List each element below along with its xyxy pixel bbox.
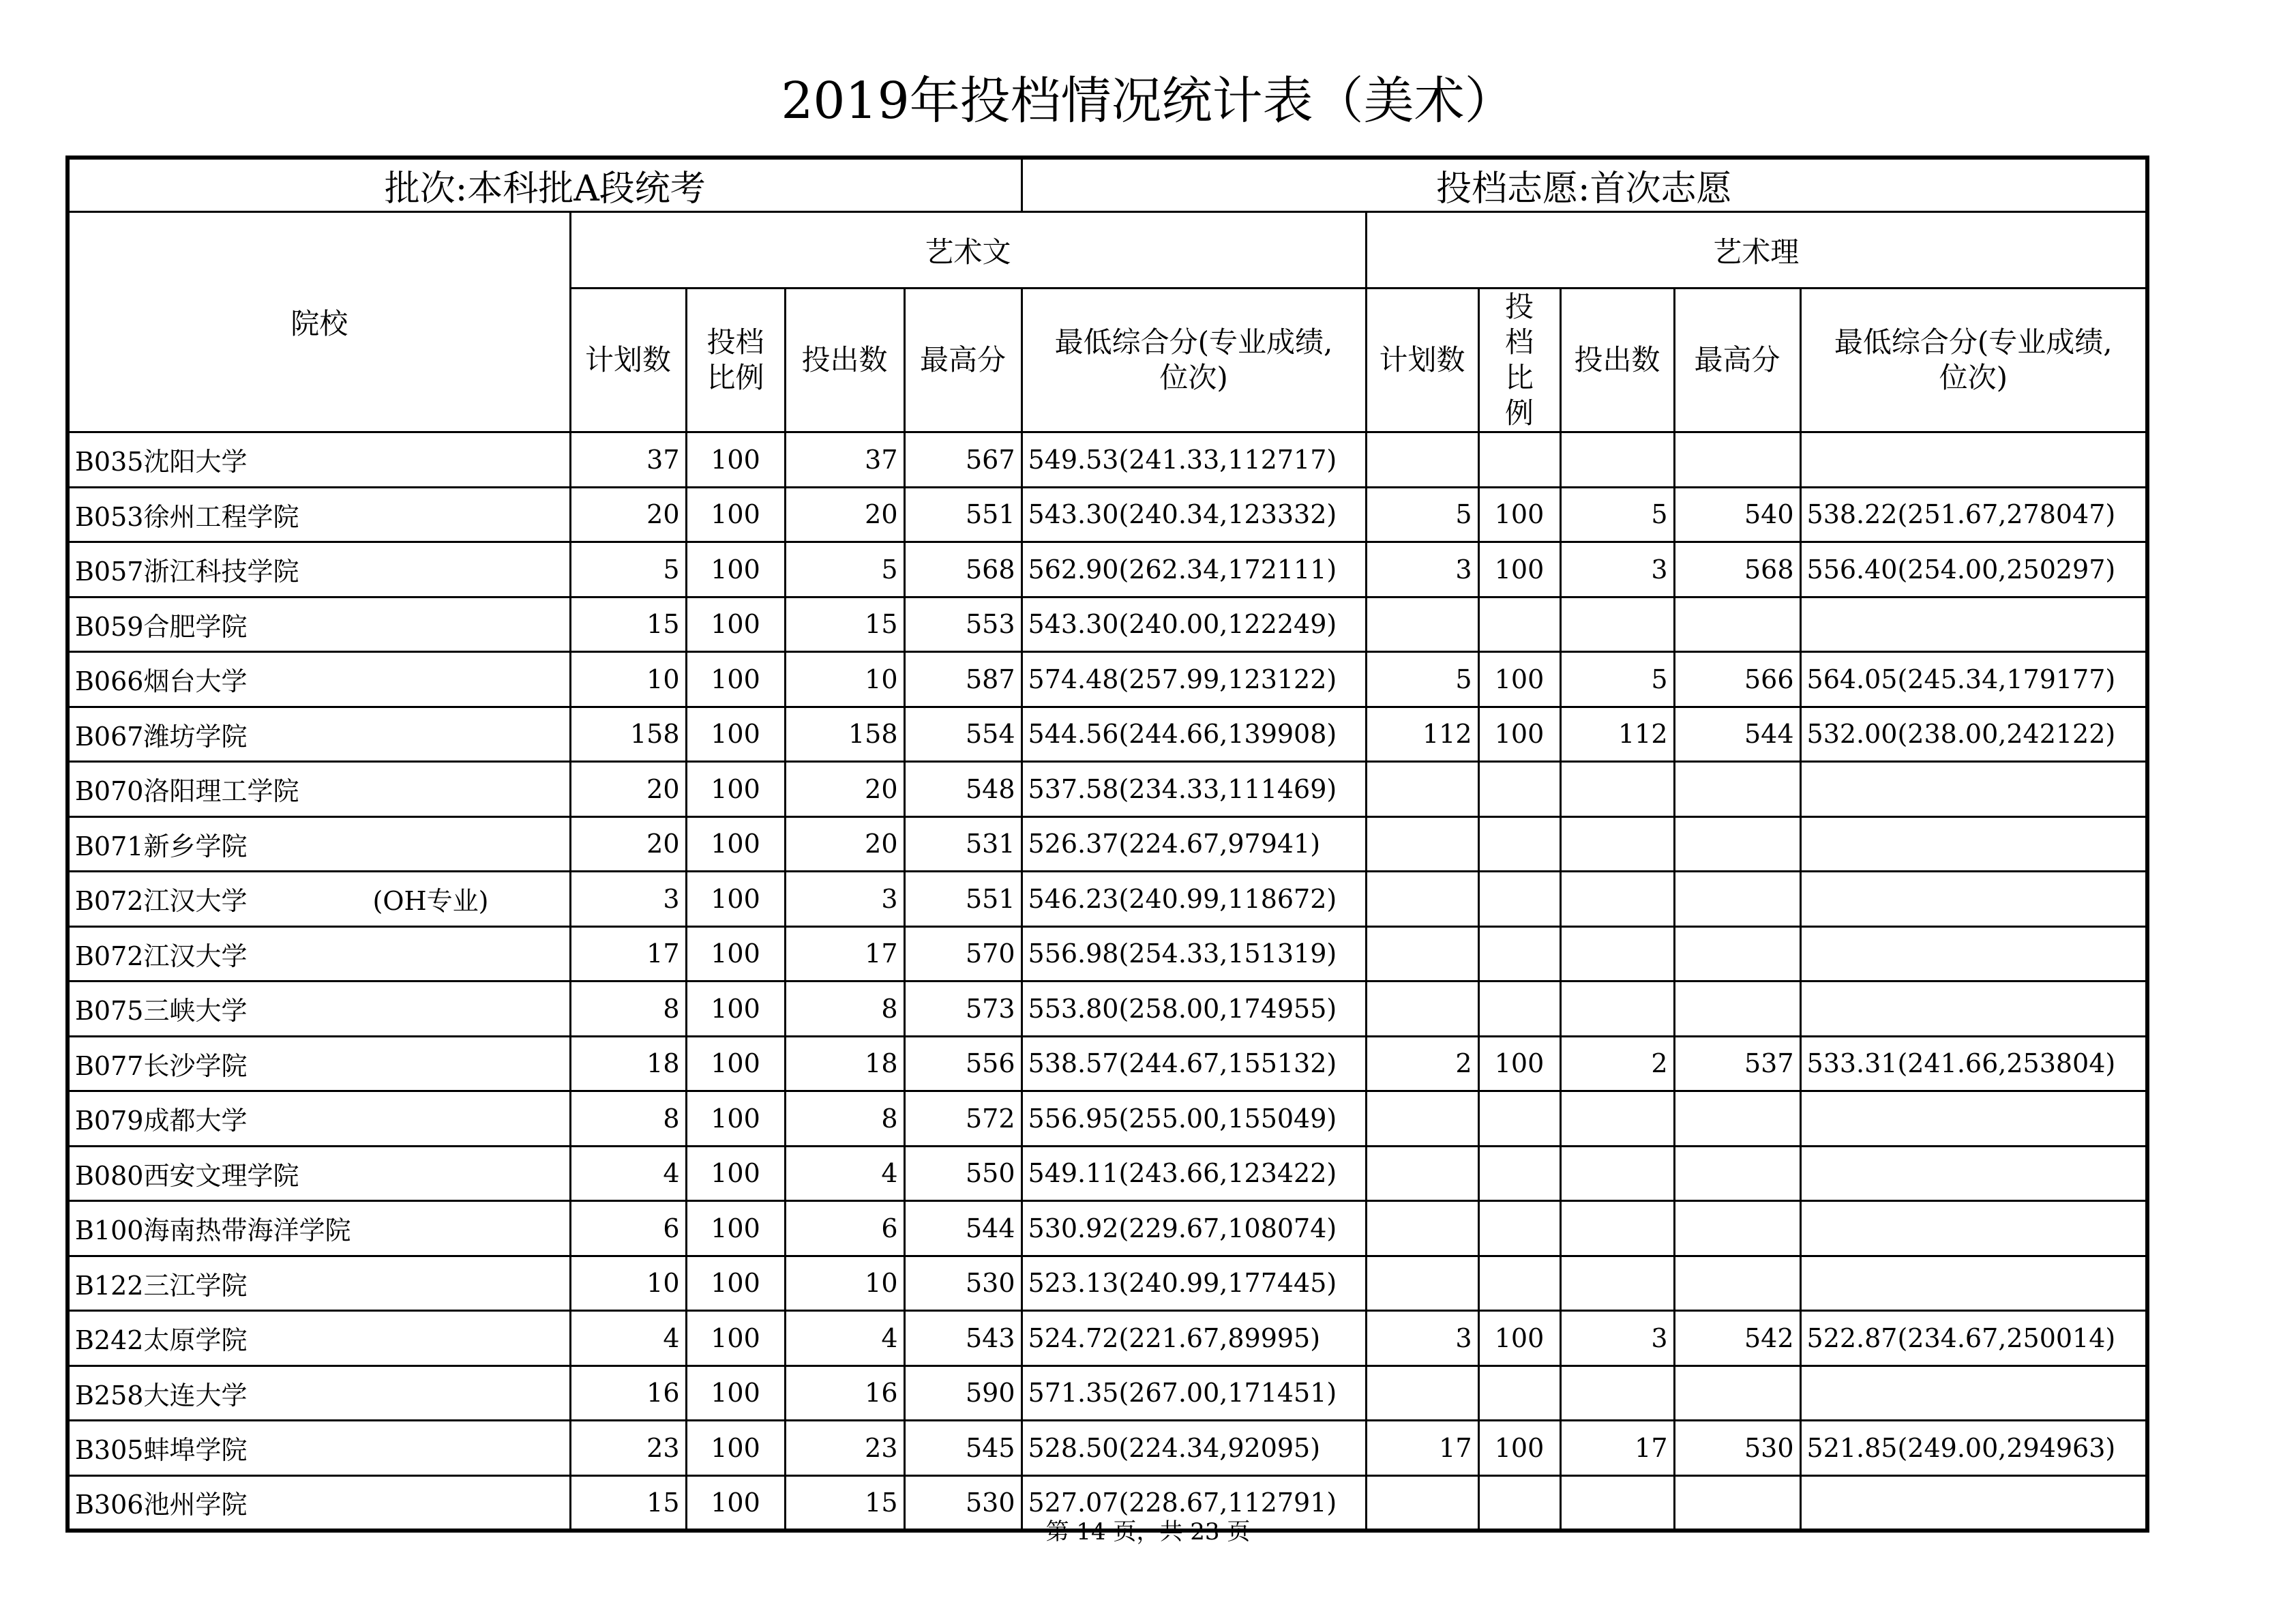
group-header-li: 艺术理 [1366,212,2147,289]
out-cell [1560,1365,1674,1421]
max-cell: 542 [1674,1311,1800,1366]
out-cell: 5 [785,542,904,597]
plan-cell: 16 [570,1365,686,1421]
max-cell: 530 [904,1256,1022,1311]
school-cell [68,1036,570,1091]
school-cell [68,872,570,927]
ratio-cell: 100 [686,432,785,488]
ratio-cell [1478,872,1560,927]
school-cell [68,981,570,1037]
ratio-cell: 100 [686,1421,785,1476]
max-cell [1674,1365,1800,1421]
school-name: B242太原学院 [75,1325,248,1356]
plan-cell [1366,597,1478,652]
min-score-cell [1800,1365,2147,1421]
plan-cell [1366,1256,1478,1311]
min-score-cell: 532.00(238.00,242122) [1800,707,2147,762]
ratio-cell [1478,597,1560,652]
school-cell [68,1201,570,1256]
min-score-cell: 556.95(255.00,155049) [1022,1091,1366,1147]
max-cell: 567 [904,432,1022,488]
out-cell: 112 [1560,707,1674,762]
plan-cell: 6 [570,1201,686,1256]
out-cell: 23 [785,1421,904,1476]
min-score-cell: 543.30(240.34,123332) [1022,487,1366,542]
table-row [68,597,2147,652]
batch-label: 批次:本科批A段统考 [68,158,1022,212]
plan-cell: 8 [570,981,686,1037]
school-cell [68,597,570,652]
min-score-cell: 549.53(241.33,112717) [1022,432,1366,488]
max-cell: 570 [904,926,1022,981]
out-cell: 20 [785,762,904,817]
out-cell: 2 [1560,1036,1674,1091]
table-row [68,1146,2147,1201]
school-name: B067潍坊学院 [75,721,248,752]
ratio-cell [1478,926,1560,981]
out-cell: 3 [785,872,904,927]
out-cell: 4 [785,1311,904,1366]
table-row [68,487,2147,542]
min-score-cell: 543.30(240.00,122249) [1022,597,1366,652]
max-cell: 573 [904,981,1022,1037]
ratio-cell: 100 [686,926,785,981]
max-cell: 544 [1674,707,1800,762]
ratio-cell: 100 [686,1365,785,1421]
min-score-cell: 537.58(234.33,111469) [1022,762,1366,817]
min-score-cell: 527.07(228.67,112791) [1022,1475,1366,1531]
school-cell [68,1365,570,1421]
ratio-cell [1478,432,1560,488]
table-row [68,432,2147,488]
out-cell: 15 [785,1475,904,1531]
max-cell: 537 [1674,1036,1800,1091]
school-cell [68,432,570,488]
plan-cell [1366,816,1478,872]
school-name: B057浙江科技学院 [75,557,299,587]
min-score-cell: 523.13(240.99,177445) [1022,1256,1366,1311]
school-name: B053徐州工程学院 [75,501,299,532]
plan-cell: 158 [570,707,686,762]
min-score-cell: 544.56(244.66,139908) [1022,707,1366,762]
out-cell: 8 [785,1091,904,1147]
ratio-cell: 100 [1478,1036,1560,1091]
ratio-cell: 100 [686,1146,785,1201]
out-cell [1560,597,1674,652]
plan-cell [1366,981,1478,1037]
school-name: B072江汉大学 [75,941,248,971]
min-score-cell [1800,926,2147,981]
ratio-cell: 100 [686,597,785,652]
plan-cell: 23 [570,1421,686,1476]
max-cell: 531 [904,816,1022,872]
school-header: 院校 [68,212,570,432]
min-score-cell: 549.11(243.66,123422) [1022,1146,1366,1201]
max-cell: 553 [904,597,1022,652]
max-cell [1674,926,1800,981]
ratio-cell: 100 [686,652,785,707]
ratio-cell [1478,762,1560,817]
min-score-cell: 546.23(240.99,118672) [1022,872,1366,927]
ratio-cell: 100 [686,707,785,762]
plan-header: 计划数 [1366,289,1478,432]
out-cell: 17 [785,926,904,981]
ratio-cell: 100 [686,872,785,927]
out-cell: 37 [785,432,904,488]
min-score-cell [1800,1091,2147,1147]
table-row [68,762,2147,817]
school-name: B122三江学院 [75,1270,248,1301]
max-cell [1674,981,1800,1037]
out-cell [1560,926,1674,981]
school-cell [68,487,570,542]
out-cell: 20 [785,487,904,542]
school-name: B258大连大学 [75,1380,248,1411]
max-cell: 530 [1674,1421,1800,1476]
plan-cell: 37 [570,432,686,488]
school-cell [68,542,570,597]
plan-cell: 8 [570,1091,686,1147]
school-name: B072江汉大学 [75,886,248,917]
out-cell: 5 [1560,487,1674,542]
school-name: B035沈阳大学 [75,447,248,477]
min-score-cell [1800,432,2147,488]
plan-cell: 15 [570,1475,686,1531]
plan-cell: 3 [1366,1311,1478,1366]
school-cell [68,707,570,762]
plan-cell: 20 [570,762,686,817]
min-score-cell: 538.22(251.67,278047) [1800,487,2147,542]
plan-cell: 3 [1366,542,1478,597]
min-score-cell [1800,1256,2147,1311]
min-header: 最低综合分(专业成绩,位次) [1022,289,1366,432]
plan-header: 计划数 [570,289,686,432]
max-cell [1674,1146,1800,1201]
min-score-cell: 524.72(221.67,89995) [1022,1311,1366,1366]
school-cell [68,1256,570,1311]
plan-cell: 17 [1366,1421,1478,1476]
out-cell: 18 [785,1036,904,1091]
table-row [68,1256,2147,1311]
ratio-cell: 100 [686,542,785,597]
ratio-header: 投档比例 [1478,289,1560,432]
out-cell [1560,872,1674,927]
max-cell: 551 [904,872,1022,927]
school-name: B059合肥学院 [75,611,248,642]
max-cell: 545 [904,1421,1022,1476]
min-score-cell: 562.90(262.34,172111) [1022,542,1366,597]
out-cell: 5 [1560,652,1674,707]
plan-cell: 20 [570,816,686,872]
out-cell [1560,1091,1674,1147]
max-cell [1674,872,1800,927]
ratio-cell: 100 [1478,1311,1560,1366]
min-score-cell: 564.05(245.34,179177) [1800,652,2147,707]
ratio-cell [1478,1091,1560,1147]
ratio-cell: 100 [1478,1421,1560,1476]
out-cell: 10 [785,652,904,707]
school-name: B077长沙学院 [75,1050,248,1081]
group-header-wen: 艺术文 [570,212,1366,289]
max-cell [1674,597,1800,652]
max-cell [1674,762,1800,817]
min-score-cell: 530.92(229.67,108074) [1022,1201,1366,1256]
min-score-cell: 522.87(234.67,250014) [1800,1311,2147,1366]
max-cell: 590 [904,1365,1022,1421]
admission-table [65,156,2149,1533]
page-footer: 第 14 页，共 23 页 [1045,1518,1251,1546]
max-cell [1674,1091,1800,1147]
min-score-cell [1800,872,2147,927]
page-title: 2019年投档情况统计表（美术） [781,72,1515,130]
min-score-cell [1800,816,2147,872]
max-cell [1674,1256,1800,1311]
plan-cell [1366,1365,1478,1421]
max-cell: 530 [904,1475,1022,1531]
table-row [68,926,2147,981]
out-header: 投出数 [785,289,904,432]
out-cell: 10 [785,1256,904,1311]
ratio-cell: 100 [686,1475,785,1531]
school-cell [68,652,570,707]
plan-cell: 5 [570,542,686,597]
ratio-cell: 100 [686,487,785,542]
out-cell [1560,816,1674,872]
plan-cell [1366,1146,1478,1201]
out-cell: 3 [1560,542,1674,597]
ratio-cell: 100 [1478,652,1560,707]
ratio-cell: 100 [1478,707,1560,762]
min-score-cell [1800,597,2147,652]
max-cell: 551 [904,487,1022,542]
school-name: B306池州学院 [75,1490,248,1520]
school-name: B079成都大学 [75,1106,248,1136]
plan-cell: 18 [570,1036,686,1091]
max-cell: 543 [904,1311,1022,1366]
max-cell: 556 [904,1036,1022,1091]
plan-cell [1366,926,1478,981]
ratio-cell: 100 [686,1256,785,1311]
school-cell [68,762,570,817]
volunteer-label: 投档志愿:首次志愿 [1022,158,2147,212]
max-cell: 568 [1674,542,1800,597]
min-score-cell: 521.85(249.00,294963) [1800,1421,2147,1476]
plan-cell [1366,1201,1478,1256]
out-cell: 15 [785,597,904,652]
plan-cell: 15 [570,597,686,652]
out-cell: 8 [785,981,904,1037]
max-cell: 554 [904,707,1022,762]
plan-cell [1366,432,1478,488]
max-cell: 568 [904,542,1022,597]
min-score-cell: 556.98(254.33,151319) [1022,926,1366,981]
max-cell: 572 [904,1091,1022,1147]
table-row [68,1421,2147,1476]
plan-cell: 5 [1366,487,1478,542]
ratio-cell: 100 [686,1201,785,1256]
min-score-cell [1800,762,2147,817]
max-cell [1674,1201,1800,1256]
table-row [68,1365,2147,1421]
out-cell [1560,762,1674,817]
ratio-cell: 100 [686,981,785,1037]
ratio-cell [1478,1201,1560,1256]
max-cell: 587 [904,652,1022,707]
out-cell [1560,981,1674,1037]
plan-cell: 4 [570,1146,686,1201]
school-cell [68,1421,570,1476]
min-score-cell: 556.40(254.00,250297) [1800,542,2147,597]
ratio-cell [1478,1365,1560,1421]
max-cell: 548 [904,762,1022,817]
out-cell: 3 [1560,1311,1674,1366]
min-score-cell: 538.57(244.67,155132) [1022,1036,1366,1091]
plan-cell: 112 [1366,707,1478,762]
out-cell [1560,432,1674,488]
out-cell [1560,1201,1674,1256]
min-score-cell [1800,1146,2147,1201]
plan-cell: 10 [570,652,686,707]
school-cell [68,1311,570,1366]
min-score-cell: 526.37(224.67,97941) [1022,816,1366,872]
max-header: 最高分 [904,289,1022,432]
table-row [68,816,2147,872]
plan-cell: 10 [570,1256,686,1311]
min-score-cell [1800,981,2147,1037]
school-cell [68,926,570,981]
ratio-cell [1478,1256,1560,1311]
table-row [68,707,2147,762]
max-cell: 540 [1674,487,1800,542]
out-cell: 17 [1560,1421,1674,1476]
ratio-cell [1478,816,1560,872]
out-cell: 20 [785,816,904,872]
min-score-cell: 528.50(224.34,92095) [1022,1421,1366,1476]
out-cell: 4 [785,1146,904,1201]
school-cell [68,1146,570,1201]
min-score-cell: 533.31(241.66,253804) [1800,1036,2147,1091]
min-score-cell: 574.48(257.99,123122) [1022,652,1366,707]
out-cell [1560,1256,1674,1311]
plan-cell [1366,762,1478,817]
plan-cell: 3 [570,872,686,927]
max-cell: 544 [904,1201,1022,1256]
school-name: B071新乡学院 [75,831,248,861]
school-name: B080西安文理学院 [75,1160,299,1191]
max-cell: 550 [904,1146,1022,1201]
out-cell: 158 [785,707,904,762]
ratio-cell: 100 [686,1311,785,1366]
ratio-cell: 100 [1478,542,1560,597]
plan-cell [1366,872,1478,927]
ratio-cell [1478,981,1560,1037]
school-name: B305蚌埠学院 [75,1435,248,1466]
table-row [68,542,2147,597]
ratio-cell: 100 [686,816,785,872]
ratio-cell [1478,1146,1560,1201]
min-score-cell: 553.80(258.00,174955) [1022,981,1366,1037]
max-header: 最高分 [1674,289,1800,432]
min-score-cell: 571.35(267.00,171451) [1022,1365,1366,1421]
table-row [68,1311,2147,1366]
out-cell [1560,1146,1674,1201]
out-header: 投出数 [1560,289,1674,432]
ratio-cell: 100 [686,762,785,817]
ratio-header: 投档比例 [686,289,785,432]
school-name: B075三峡大学 [75,996,248,1027]
plan-cell: 2 [1366,1036,1478,1091]
max-cell [1674,432,1800,488]
plan-cell: 17 [570,926,686,981]
plan-cell [1366,1091,1478,1147]
table-row [68,1091,2147,1147]
plan-cell: 20 [570,487,686,542]
ratio-cell: 100 [686,1036,785,1091]
school-cell [68,816,570,872]
school-cell [68,1091,570,1147]
ratio-cell: 100 [1478,487,1560,542]
school-note: (OH专业) [372,886,489,917]
max-cell: 566 [1674,652,1800,707]
out-cell: 6 [785,1201,904,1256]
school-name: B066烟台大学 [75,666,248,697]
plan-cell: 4 [570,1311,686,1366]
plan-cell: 5 [1366,652,1478,707]
min-score-cell [1800,1201,2147,1256]
table-row [68,872,2147,927]
min-header: 最低综合分(专业成绩,位次) [1800,289,2147,432]
table-row [68,981,2147,1037]
school-name: B100海南热带海洋学院 [75,1215,351,1246]
ratio-cell: 100 [686,1091,785,1147]
out-cell: 16 [785,1365,904,1421]
table-row [68,652,2147,707]
table-row [68,1201,2147,1256]
table-row [68,1036,2147,1091]
max-cell [1674,816,1800,872]
school-name: B070洛阳理工学院 [75,776,299,807]
